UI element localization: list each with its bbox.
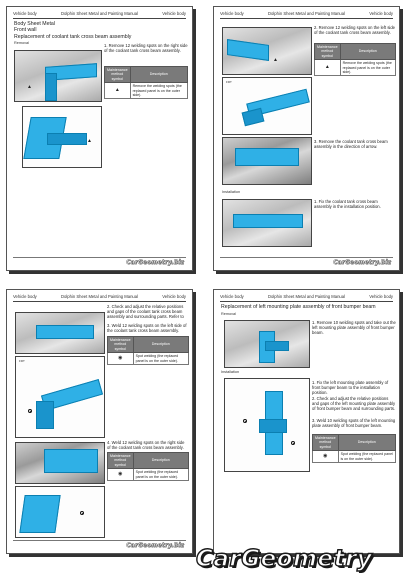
installation-figure-5 — [15, 486, 105, 538]
symbol-table — [104, 66, 188, 99]
removal-figure-4 — [222, 77, 312, 135]
header-right: Vehicle body — [369, 11, 393, 16]
table-header-symbol: Maintenance method symbol — [315, 44, 341, 60]
header-left: Vehicle body — [13, 11, 37, 16]
table-description: Spot welding (the replaced panel is on the outer side). — [338, 451, 395, 463]
manual-page-1 — [6, 6, 193, 271]
header-right: Vehicle body — [369, 294, 393, 299]
weld-removal-icon: ▲ — [273, 57, 278, 63]
spot-weld-icon: ◉ — [118, 355, 123, 362]
table-header-description: Description — [130, 67, 187, 83]
footer-rule — [220, 257, 393, 258]
site-watermark: CarGeometry — [196, 546, 373, 572]
procedure-title: Replacement of coolant tank cross beam assembly — [14, 34, 132, 40]
table-header-description: Description — [340, 44, 395, 60]
removal-figure-5 — [222, 137, 312, 185]
front-direction-label: FRT — [19, 359, 25, 363]
installation-figure-1 — [222, 199, 312, 247]
front-direction-label: FRT — [226, 80, 232, 84]
step-1: 1. Remove 12 welding spots on the right side of the coolant tank cross beam assembly. — [104, 43, 188, 53]
table-header-symbol: Maintenance method symbol — [108, 337, 134, 353]
installation-figure-2 — [15, 312, 105, 354]
table-description: Spot welding (the replaced panel is on the outer side). — [133, 353, 188, 365]
removal-label: Removal — [14, 41, 29, 45]
spot-weld-icon — [28, 409, 32, 413]
header-left: Vehicle body — [220, 11, 244, 16]
step-3: 3. Weld 12 welding spots on the left side of the coolant tank cross beam assembly. — [107, 323, 187, 333]
header-center: Dolphin Sheet Metal and Painting Manual — [60, 294, 139, 299]
header-center: Dolphin Sheet Metal and Painting Manual — [267, 11, 346, 16]
table-header-description: Description — [338, 435, 395, 451]
spot-weld-icon: ◉ — [118, 471, 123, 478]
manual-page-3 — [6, 289, 193, 554]
page-header — [13, 293, 186, 302]
install-step-1: 1. Fix the left mounting plate assembly of front bumper beam to the installation position. — [312, 380, 389, 395]
step-3: 3. Remove the coolant tank cross beam assembly in the direction of arrow. — [314, 139, 388, 149]
footer-rule — [13, 540, 186, 541]
symbol-table — [312, 434, 396, 463]
table-description: Spot welding (the replaced panel is on the outer side). — [133, 469, 188, 481]
header-right: Vehicle body — [162, 11, 186, 16]
page-header — [13, 10, 186, 19]
install-step-2: 2. Check and adjust the relative positions and gaps of the left mounting plate assembly of front bumper beam and surrounding parts. — [312, 396, 396, 411]
symbol-table — [314, 43, 396, 76]
table-description: Remove the welding spots (the replaced panel is on the outer side). — [130, 83, 187, 99]
subsection-title: Front wall — [14, 27, 37, 33]
table-header-symbol: Maintenance method symbol — [108, 453, 134, 469]
spot-weld-icon — [80, 511, 84, 515]
page-header — [220, 10, 393, 19]
installation-label: Installation — [221, 370, 240, 374]
step-1: 1. Remove 10 welding spots and take out the left mounting plate assembly of front bumper beam. — [312, 320, 396, 335]
removal-figure-2 — [22, 106, 102, 168]
table-header-symbol: Maintenance method symbol — [313, 435, 339, 451]
install-step-1: 1. Fix the coolant tank cross beam assembly in the installation position. — [314, 199, 381, 209]
step-4: 4. Weld 12 welding spots on the right side of the coolant tank cross beam assembly. — [107, 440, 185, 450]
installation-figure-4 — [15, 442, 105, 484]
manual-page-4 — [213, 289, 400, 554]
symbol-table — [107, 336, 189, 365]
spot-weld-icon: ◉ — [323, 453, 328, 460]
footer-logo: CarGeometry.Biz — [333, 259, 391, 266]
installation-label: Installation — [222, 190, 241, 194]
removal-figure-6 — [224, 320, 310, 368]
weld-removal-icon: ▲ — [324, 64, 330, 71]
section-title: Body Sheet Metal — [14, 21, 55, 27]
removal-figure-3 — [222, 27, 312, 75]
header-left: Vehicle body — [220, 294, 244, 299]
weld-removal-icon: ▲ — [27, 84, 32, 90]
weld-removal-icon: ▲ — [87, 138, 92, 144]
spot-weld-icon — [243, 419, 247, 423]
weld-removal-icon: ▲ — [114, 87, 120, 94]
header-right: Vehicle body — [162, 294, 186, 299]
installation-figure-3 — [15, 356, 105, 438]
table-header-symbol: Maintenance method symbol — [105, 67, 131, 83]
procedure-title: Replacement of left mounting plate assembly of front bumper beam — [221, 304, 376, 310]
header-left: Vehicle body — [13, 294, 37, 299]
step-2: 2. Remove 12 welding spots on the left side of the coolant tank cross beam assembly. — [314, 25, 396, 35]
footer-logo: CarGeometry.Biz — [126, 542, 184, 549]
install-step-3: 3. Weld 10 welding spots of the left mounting plate assembly of front bumper beam. — [312, 418, 396, 428]
header-center: Dolphin Sheet Metal and Painting Manual — [60, 11, 139, 16]
footer-logo: CarGeometry.Biz — [126, 259, 184, 266]
header-center: Dolphin Sheet Metal and Painting Manual — [267, 294, 346, 299]
removal-figure-1 — [14, 50, 102, 102]
spot-weld-icon — [291, 441, 295, 445]
page-header — [220, 293, 393, 302]
table-header-description: Description — [133, 337, 188, 353]
installation-figure-6 — [224, 378, 310, 472]
table-header-description: Description — [133, 453, 188, 469]
table-description: Remove the welding spots (the replaced panel is on the outer side). — [340, 60, 395, 76]
manual-page-2 — [213, 6, 400, 271]
removal-label: Removal — [221, 312, 236, 316]
footer-rule — [13, 257, 186, 258]
step-2: 2. Check and adjust the relative positions and gaps of the coolant tank cross beam assembly and surrounding parts. Refer to — [107, 304, 184, 319]
symbol-table-2 — [107, 452, 189, 481]
